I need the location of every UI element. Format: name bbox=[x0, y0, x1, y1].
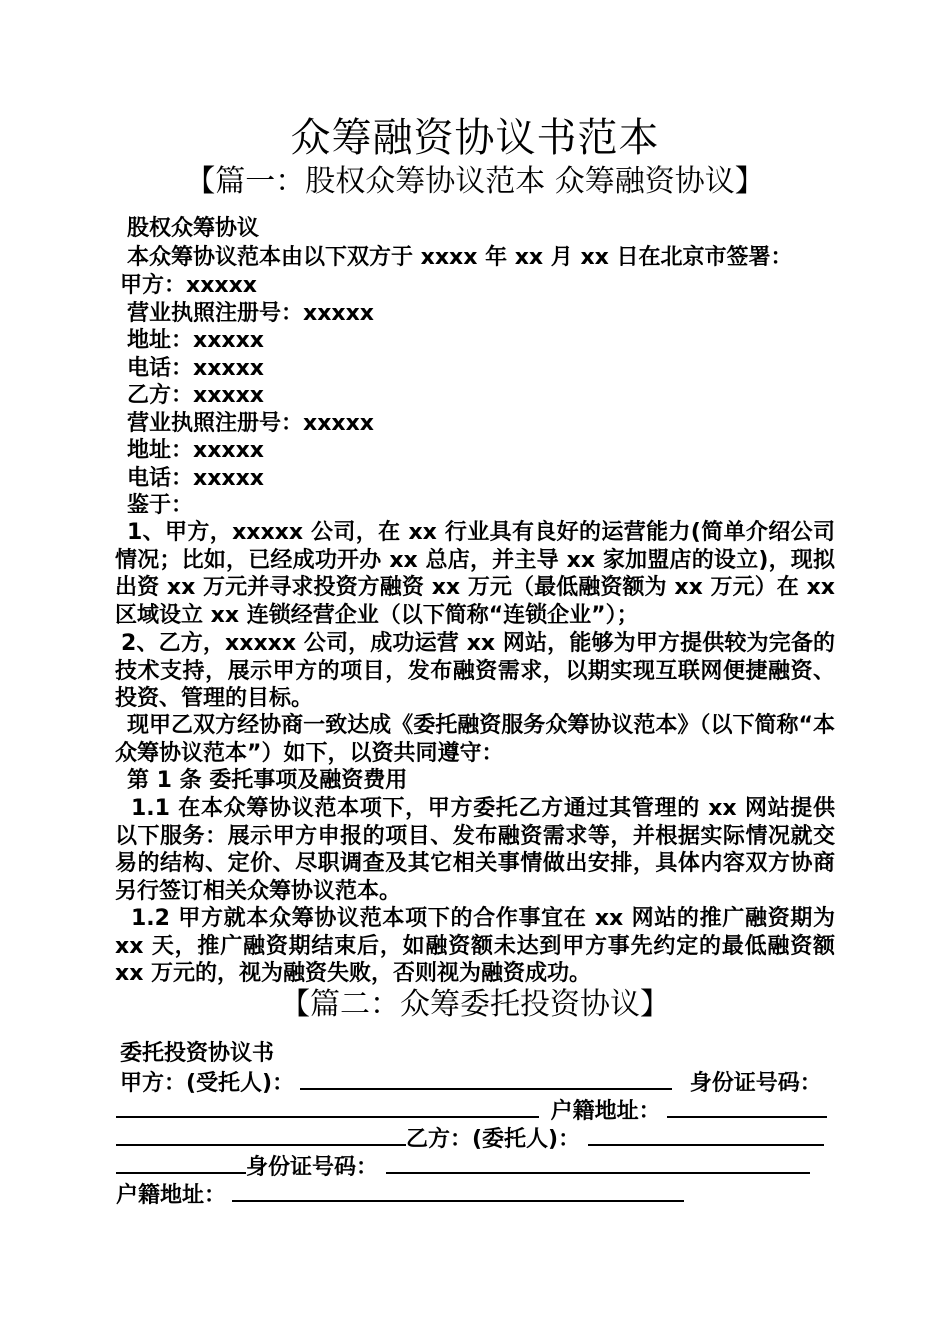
document-title: 众筹融资协议书范本 bbox=[290, 115, 660, 161]
entrust-agreement-title: 委托投资协议书 bbox=[120, 1041, 275, 1066]
id-number-blank-1 bbox=[116, 1096, 539, 1118]
id-number-label-2: 身份证号码： bbox=[246, 1155, 379, 1180]
party-b-license: 营业执照注册号：xxxxx bbox=[127, 411, 374, 436]
party-a-name-blank bbox=[300, 1068, 672, 1090]
party-a-license: 营业执照注册号：xxxxx bbox=[127, 301, 374, 326]
form-row-5 bbox=[116, 1180, 684, 1209]
article-1-heading: 第 1 条 委托事项及融资费用 bbox=[127, 768, 408, 793]
domicile-blank-2 bbox=[232, 1180, 684, 1202]
party-a-address: 地址：xxxxx bbox=[127, 328, 264, 353]
form-row-1 bbox=[120, 1068, 822, 1097]
party-b-name-blank bbox=[588, 1124, 824, 1146]
article-1-2: 1.2 甲方就本众筹协议范本项下的合作事宜在 xx 网站的推广融资期为 xx 天，推广融资期结束后，如融资额未达到甲方事先约定的最低融资额 xx 万元的，视为融资失败，否则视为融资成功。 bbox=[115, 906, 835, 986]
form-row-2 bbox=[116, 1096, 827, 1125]
agreement-title: 股权众筹协议 bbox=[127, 216, 260, 241]
article-1-1: 1.1 在本众筹协议范本项下，甲方委托乙方通过其管理的 xx 网站提供以下服务：展示甲方申报的项目、发布融资需求等，并根据实际情况就交易的结构、定价、尽职调查及其它相关事情做出安排，具体内容双方协商另行签订相关众筹协议范本。 bbox=[115, 796, 835, 904]
id-number-blank-2 bbox=[386, 1152, 810, 1174]
party-b-name-blank-b bbox=[116, 1152, 246, 1174]
clause-2: 2、乙方，xxxxx 公司，成功运营 xx 网站，能够为甲方提供较为完备的技术支持，展示甲方的项目，发布融资需求，以期实现互联网便捷融资、投资、管理的目标。 bbox=[115, 631, 835, 711]
section1-heading: 【篇一：股权众筹协议范本 众筹融资协议】 bbox=[185, 164, 765, 199]
form-row-3 bbox=[116, 1124, 824, 1153]
intro-text: 本众筹协议范本由以下双方于 xxxx 年 xx 月 xx 日在北京市签署： bbox=[127, 245, 793, 270]
form-row-4 bbox=[116, 1152, 810, 1181]
party-b: 乙方：xxxxx bbox=[127, 383, 264, 408]
party-a-phone: 电话：xxxxx bbox=[127, 356, 264, 381]
section2-heading: 【篇二：众筹委托投资协议】 bbox=[280, 987, 670, 1022]
domicile-blank-1a bbox=[667, 1096, 827, 1118]
party-a: 甲方：xxxxx bbox=[120, 273, 257, 298]
clause-1: 1、甲方，xxxxx 公司，在 xx 行业具有良好的运营能力(简单介绍公司情况；比如，已经成功开办 xx 总店，并主导 xx 家加盟店的设立)，现拟出资 xx 万元并寻求投资方融资 xx 万元（最低融资额为 xx 万元）在 xx 区域设立 xx 连锁经营企业（以下简称“连锁企业”）； bbox=[115, 520, 835, 628]
consensus-paragraph: 现甲乙双方经协商一致达成《委托融资服务众筹协议范本》（以下简称“本众筹协议范本”）如下，以资共同遵守： bbox=[115, 713, 835, 766]
party-b-phone: 电话：xxxxx bbox=[127, 466, 264, 491]
domicile-label-2: 户籍地址： bbox=[116, 1183, 227, 1208]
domicile-label-1: 户籍地址： bbox=[550, 1099, 661, 1124]
party-a-trustee-label: 甲方：(受托人)： bbox=[120, 1071, 295, 1096]
id-number-label-1: 身份证号码： bbox=[689, 1071, 822, 1096]
domicile-blank-1b bbox=[116, 1124, 406, 1146]
party-b-address: 地址：xxxxx bbox=[127, 438, 264, 463]
whereas-label: 鉴于： bbox=[127, 493, 194, 518]
party-b-principal-label: 乙方：(委托人)： bbox=[406, 1127, 581, 1152]
